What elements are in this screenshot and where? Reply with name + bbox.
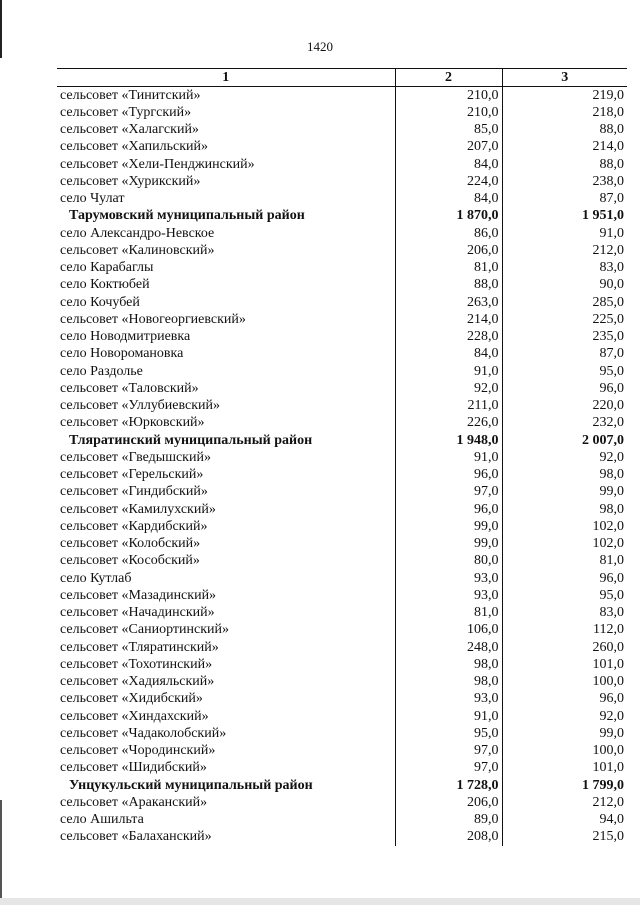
table-row bbox=[57, 277, 627, 294]
value-col2-cell: 89,0 bbox=[395, 812, 502, 829]
table-row bbox=[57, 156, 627, 173]
value-col2-cell: 207,0 bbox=[395, 139, 502, 156]
value-col3-cell: 212,0 bbox=[502, 242, 627, 259]
value-col3-cell: 225,0 bbox=[502, 311, 627, 328]
table-header bbox=[57, 69, 627, 87]
table-row bbox=[57, 346, 627, 363]
table-row bbox=[57, 173, 627, 190]
value-col2-cell: 208,0 bbox=[395, 829, 502, 846]
table-row bbox=[57, 725, 627, 742]
value-col2-cell: 91,0 bbox=[395, 708, 502, 725]
value-col3-cell: 96,0 bbox=[502, 570, 627, 587]
value-col3-cell: 95,0 bbox=[502, 587, 627, 604]
table-row bbox=[57, 87, 627, 105]
table-row bbox=[57, 380, 627, 397]
table-row bbox=[57, 467, 627, 484]
value-col3-cell: 219,0 bbox=[502, 87, 627, 105]
settlement-name-cell: сельсовет «Герельский» bbox=[60, 467, 204, 483]
table-row bbox=[57, 518, 627, 535]
settlement-name-cell: сельсовет «Тинитский» bbox=[60, 87, 201, 103]
table-row bbox=[57, 674, 627, 691]
value-col3-cell: 285,0 bbox=[502, 294, 627, 311]
value-col3-cell: 94,0 bbox=[502, 812, 627, 829]
value-col3-cell: 218,0 bbox=[502, 104, 627, 121]
table-row bbox=[57, 415, 627, 432]
settlement-name-cell: село Карабаглы bbox=[60, 260, 154, 276]
value-col2-cell: 93,0 bbox=[395, 587, 502, 604]
value-col2-cell: 248,0 bbox=[395, 639, 502, 656]
value-col3-cell: 87,0 bbox=[502, 346, 627, 363]
settlement-name-cell: Тляратинский муниципальный район bbox=[69, 432, 313, 448]
settlement-name-cell: сельсовет «Гведышский» bbox=[60, 449, 211, 465]
value-col2-cell: 91,0 bbox=[395, 363, 502, 380]
value-col2-cell: 84,0 bbox=[395, 156, 502, 173]
table-row bbox=[57, 139, 627, 156]
table-body bbox=[57, 87, 627, 847]
value-col2-cell: 96,0 bbox=[395, 501, 502, 518]
value-col3-cell: 260,0 bbox=[502, 639, 627, 656]
settlement-name-cell: сельсовет «Новогеоргиевский» bbox=[60, 311, 246, 327]
table-row bbox=[57, 484, 627, 501]
allocation-table bbox=[57, 68, 627, 846]
value-col2-cell: 84,0 bbox=[395, 191, 502, 208]
settlement-name-cell: сельсовет «Начадинский» bbox=[60, 605, 215, 621]
table-row bbox=[57, 501, 627, 518]
value-col3-cell: 92,0 bbox=[502, 708, 627, 725]
value-col2-cell: 80,0 bbox=[395, 553, 502, 570]
settlement-name-cell: село Чулат bbox=[60, 191, 125, 207]
value-col3-cell: 101,0 bbox=[502, 656, 627, 673]
value-col2-cell: 99,0 bbox=[395, 518, 502, 535]
value-col2-cell: 97,0 bbox=[395, 760, 502, 777]
scan-edge-mark bbox=[0, 898, 640, 905]
value-col3-cell: 88,0 bbox=[502, 156, 627, 173]
settlement-name-cell: сельсовет «Мазадинский» bbox=[60, 587, 217, 603]
value-col3-cell: 212,0 bbox=[502, 794, 627, 811]
table-row bbox=[57, 225, 627, 242]
table-row bbox=[57, 691, 627, 708]
value-col2-cell: 96,0 bbox=[395, 467, 502, 484]
value-col3-cell: 100,0 bbox=[502, 743, 627, 760]
value-col3-cell: 1 799,0 bbox=[502, 777, 627, 794]
settlement-name-cell: сельсовет «Уллубиевский» bbox=[60, 398, 221, 414]
value-col3-cell: 96,0 bbox=[502, 380, 627, 397]
value-col3-cell: 100,0 bbox=[502, 674, 627, 691]
value-col3-cell: 232,0 bbox=[502, 415, 627, 432]
value-col2-cell: 1 870,0 bbox=[395, 208, 502, 225]
value-col3-cell: 87,0 bbox=[502, 191, 627, 208]
table-row bbox=[57, 812, 627, 829]
value-col2-cell: 99,0 bbox=[395, 536, 502, 553]
document-table-wrap bbox=[57, 68, 627, 846]
settlement-name-cell: сельсовет «Хапильский» bbox=[60, 139, 209, 155]
table-row bbox=[57, 294, 627, 311]
value-col2-cell: 1 948,0 bbox=[395, 432, 502, 449]
table-row bbox=[57, 605, 627, 622]
value-col2-cell: 93,0 bbox=[395, 570, 502, 587]
table-row bbox=[57, 104, 627, 121]
settlement-name-cell: сельсовет «Хадияльский» bbox=[60, 674, 215, 690]
settlement-name-cell: село Кутлаб bbox=[60, 570, 132, 586]
table-row bbox=[57, 260, 627, 277]
table-row bbox=[57, 122, 627, 139]
table-row bbox=[57, 536, 627, 553]
value-col2-cell: 210,0 bbox=[395, 87, 502, 105]
value-col3-cell: 2 007,0 bbox=[502, 432, 627, 449]
page-number: 1420 bbox=[307, 39, 333, 54]
value-col3-cell: 102,0 bbox=[502, 536, 627, 553]
value-col2-cell: 84,0 bbox=[395, 346, 502, 363]
settlement-name-cell: сельсовет «Гиндибский» bbox=[60, 484, 208, 500]
value-col3-cell: 101,0 bbox=[502, 760, 627, 777]
value-col3-cell: 96,0 bbox=[502, 691, 627, 708]
value-col2-cell: 81,0 bbox=[395, 260, 502, 277]
table-row bbox=[57, 363, 627, 380]
table-row bbox=[57, 329, 627, 346]
settlement-name-cell: сельсовет «Тохотинский» bbox=[60, 656, 213, 672]
value-col3-cell: 112,0 bbox=[502, 622, 627, 639]
value-col3-cell: 81,0 bbox=[502, 553, 627, 570]
column-header-1: 1 bbox=[57, 69, 395, 87]
table-row bbox=[57, 553, 627, 570]
value-col2-cell: 95,0 bbox=[395, 725, 502, 742]
value-col2-cell: 206,0 bbox=[395, 794, 502, 811]
table-row bbox=[57, 311, 627, 328]
settlement-name-cell: село Новодмитриевка bbox=[60, 329, 191, 345]
settlement-name-cell: село Раздолье bbox=[60, 363, 143, 379]
table-row bbox=[57, 570, 627, 587]
value-col3-cell: 214,0 bbox=[502, 139, 627, 156]
table-row bbox=[57, 398, 627, 415]
table-row bbox=[57, 449, 627, 466]
settlement-name-cell: Тарумовский муниципальный район bbox=[69, 208, 305, 224]
settlement-name-cell: сельсовет «Араканский» bbox=[60, 794, 208, 810]
settlement-name-cell: сельсовет «Кособский» bbox=[60, 553, 200, 569]
settlement-name-cell: сельсовет «Чородинский» bbox=[60, 743, 216, 759]
settlement-name-cell: село Ашильта bbox=[60, 812, 144, 828]
settlement-name-cell: сельсовет «Камилухский» bbox=[60, 501, 216, 517]
settlement-name-cell: сельсовет «Хели-Пенджинский» bbox=[60, 156, 255, 172]
value-col2-cell: 97,0 bbox=[395, 484, 502, 501]
settlement-name-cell: сельсовет «Хидибский» bbox=[60, 691, 203, 707]
settlement-name-cell: Унцукульский муниципальный район bbox=[69, 777, 313, 793]
settlement-name-cell: сельсовет «Саниортинский» bbox=[60, 622, 229, 638]
value-col3-cell: 98,0 bbox=[502, 501, 627, 518]
table-row bbox=[57, 760, 627, 777]
value-col3-cell: 83,0 bbox=[502, 260, 627, 277]
table-row bbox=[57, 743, 627, 760]
value-col2-cell: 92,0 bbox=[395, 380, 502, 397]
value-col3-cell: 92,0 bbox=[502, 449, 627, 466]
value-col3-cell: 220,0 bbox=[502, 398, 627, 415]
table-row bbox=[57, 587, 627, 604]
settlement-name-cell: сельсовет «Юрковский» bbox=[60, 415, 205, 431]
value-col3-cell: 95,0 bbox=[502, 363, 627, 380]
value-col3-cell: 91,0 bbox=[502, 225, 627, 242]
table-row bbox=[57, 656, 627, 673]
district-row bbox=[57, 208, 627, 225]
settlement-name-cell: сельсовет «Чадаколобский» bbox=[60, 725, 227, 741]
scan-edge-mark bbox=[0, 800, 2, 905]
district-row bbox=[57, 432, 627, 449]
district-row bbox=[57, 777, 627, 794]
value-col2-cell: 98,0 bbox=[395, 656, 502, 673]
value-col2-cell: 226,0 bbox=[395, 415, 502, 432]
settlement-name-cell: сельсовет «Колобский» bbox=[60, 536, 201, 552]
value-col3-cell: 235,0 bbox=[502, 329, 627, 346]
value-col2-cell: 206,0 bbox=[395, 242, 502, 259]
table-row bbox=[57, 708, 627, 725]
settlement-name-cell: сельсовет «Кардибский» bbox=[60, 518, 208, 534]
value-col3-cell: 99,0 bbox=[502, 484, 627, 501]
table-row bbox=[57, 639, 627, 656]
value-col2-cell: 98,0 bbox=[395, 674, 502, 691]
table-row bbox=[57, 622, 627, 639]
settlement-name-cell: сельсовет «Шидибский» bbox=[60, 760, 207, 776]
settlement-name-cell: сельсовет «Тляратинский» bbox=[60, 639, 219, 655]
value-col2-cell: 1 728,0 bbox=[395, 777, 502, 794]
value-col2-cell: 263,0 bbox=[395, 294, 502, 311]
value-col2-cell: 224,0 bbox=[395, 173, 502, 190]
value-col2-cell: 210,0 bbox=[395, 104, 502, 121]
settlement-name-cell: сельсовет «Хурикский» bbox=[60, 173, 201, 189]
settlement-name-cell: сельсовет «Балаханский» bbox=[60, 829, 212, 845]
value-col2-cell: 97,0 bbox=[395, 743, 502, 760]
value-col2-cell: 81,0 bbox=[395, 605, 502, 622]
value-col3-cell: 88,0 bbox=[502, 122, 627, 139]
settlement-name-cell: село Коктюбей bbox=[60, 277, 150, 293]
value-col2-cell: 85,0 bbox=[395, 122, 502, 139]
table-row bbox=[57, 242, 627, 259]
column-header-2: 2 bbox=[395, 69, 502, 87]
value-col2-cell: 86,0 bbox=[395, 225, 502, 242]
settlement-name-cell: село Кочубей bbox=[60, 294, 140, 310]
value-col2-cell: 214,0 bbox=[395, 311, 502, 328]
value-col3-cell: 98,0 bbox=[502, 467, 627, 484]
settlement-name-cell: сельсовет «Калиновский» bbox=[60, 242, 215, 258]
table-row bbox=[57, 191, 627, 208]
settlement-name-cell: село Новоромановка bbox=[60, 346, 184, 362]
settlement-name-cell: сельсовет «Таловский» bbox=[60, 380, 199, 396]
value-col3-cell: 215,0 bbox=[502, 829, 627, 846]
value-col2-cell: 93,0 bbox=[395, 691, 502, 708]
value-col2-cell: 88,0 bbox=[395, 277, 502, 294]
value-col3-cell: 90,0 bbox=[502, 277, 627, 294]
table-row bbox=[57, 794, 627, 811]
settlement-name-cell: село Александро-Невское bbox=[60, 225, 215, 241]
value-col3-cell: 1 951,0 bbox=[502, 208, 627, 225]
table-row bbox=[57, 829, 627, 846]
value-col2-cell: 211,0 bbox=[395, 398, 502, 415]
header-row bbox=[57, 69, 627, 87]
settlement-name-cell: сельсовет «Хиндахский» bbox=[60, 708, 209, 724]
value-col3-cell: 83,0 bbox=[502, 605, 627, 622]
value-col2-cell: 91,0 bbox=[395, 449, 502, 466]
value-col3-cell: 102,0 bbox=[502, 518, 627, 535]
settlement-name-cell: сельсовет «Тургский» bbox=[60, 104, 192, 120]
value-col2-cell: 228,0 bbox=[395, 329, 502, 346]
settlement-name-cell: сельсовет «Халагский» bbox=[60, 122, 199, 138]
column-header-3: 3 bbox=[502, 69, 627, 87]
value-col3-cell: 99,0 bbox=[502, 725, 627, 742]
value-col3-cell: 238,0 bbox=[502, 173, 627, 190]
value-col2-cell: 106,0 bbox=[395, 622, 502, 639]
